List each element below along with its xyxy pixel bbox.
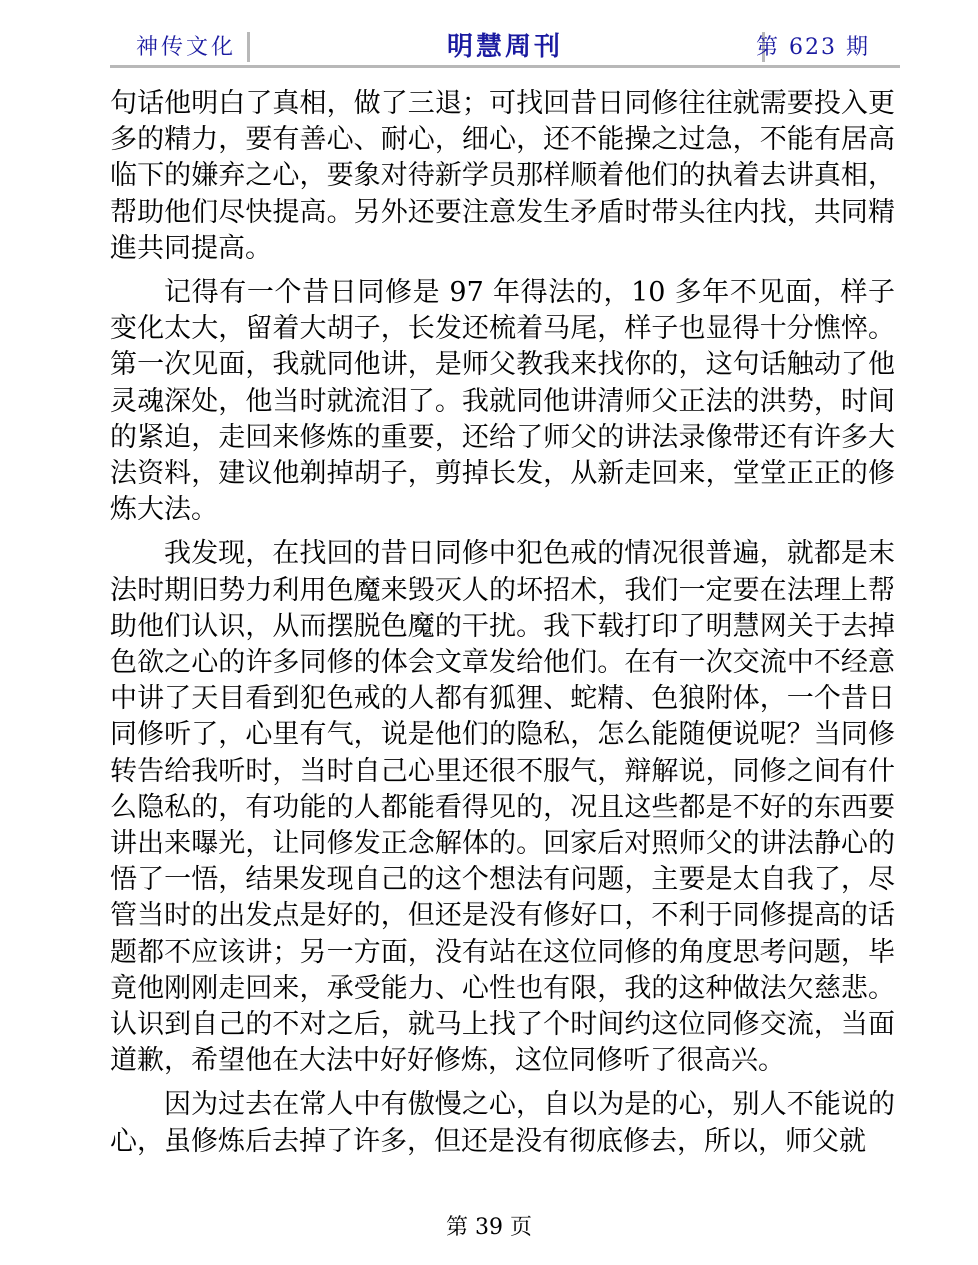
paragraph: 句话他明白了真相，做了三退；可找回昔日同修往往就需要投入更多的精力，要有善心、耐心，细心，还不能操之过急，不能有居高临下的嫌弃之心，要象对待新学员那样顺着他们的执着去讲真相，帮助他们尽快提高。另外还要注意发生矛盾时带头往内找，共同精進共同提高。 [110, 88, 895, 264]
issue-number: 第 623 期 [756, 35, 870, 60]
article-body [110, 86, 895, 1168]
publication-title: 明慧周刊 [446, 32, 563, 62]
header-rule [110, 65, 900, 68]
page-header [110, 28, 900, 68]
page-number: 第 39 页 [446, 1215, 532, 1240]
paragraph: 我发现，在找回的昔日同修中犯色戒的情况很普遍，就都是末法时期旧势力利用色魔来毁灭人的坏招术，我们一定要在法理上帮助他们认识，从而摆脱色魔的干扰。我下载打印了明慧网关于去掉色欲之心的许多同修的体会文章发给他们。在有一次交流中不经意中讲了天目看到犯色戒的人都有狐狸、蛇精、色狼附体，一个昔日同修听了，心里有气，说是他们的隐私，怎么能随便说呢？当同修转告给我听时，当时自己心里还很不服气，辩解说，同修之间有什么隐私的，有功能的人都能看得见的，况且这些都是不好的东西要讲出来曝光，让同修发正念解体的。回家后对照师父的讲法静心的悟了一悟，结果发现自己的这个想法有问题，主要是太自我了，尽管当时的出发点是好的，但还是没有修好口，不利于同修提高的话题都不应该讲；另一方面，没有站在这位同修的角度思考问题，毕竟他刚刚走回来，承受能力、心性也有限，我的这种做法欠慈悲。认识到自己的不对之后，就马上找了个时间约这位同修交流，当面道歉，希望他在大法中好好修炼，这位同修听了很高兴。 [110, 538, 895, 1077]
section-label: 神传文化 [136, 35, 237, 60]
paragraph: 记得有一个昔日同修是 97 年得法的，10 多年不见面，样子变化太大，留着大胡子，长发还梳着马尾，样子也显得十分憔悴。第一次见面，我就同他讲，是师父教我来找你的，这句话触动了他灵魂深处，他当时就流泪了。我就同他讲清师父正法的洪势，时间的紧迫，走回来修炼的重要，还给了师父的讲法录像带还有许多大法资料，建议他剃掉胡子，剪掉长发，从新走回来，堂堂正正的修炼大法。 [110, 277, 895, 526]
paragraph: 因为过去在常人中有傲慢之心，自以为是的心，别人不能说的心，虽修炼后去掉了许多，但还是没有彻底修去，所以，师父就 [110, 1089, 895, 1157]
